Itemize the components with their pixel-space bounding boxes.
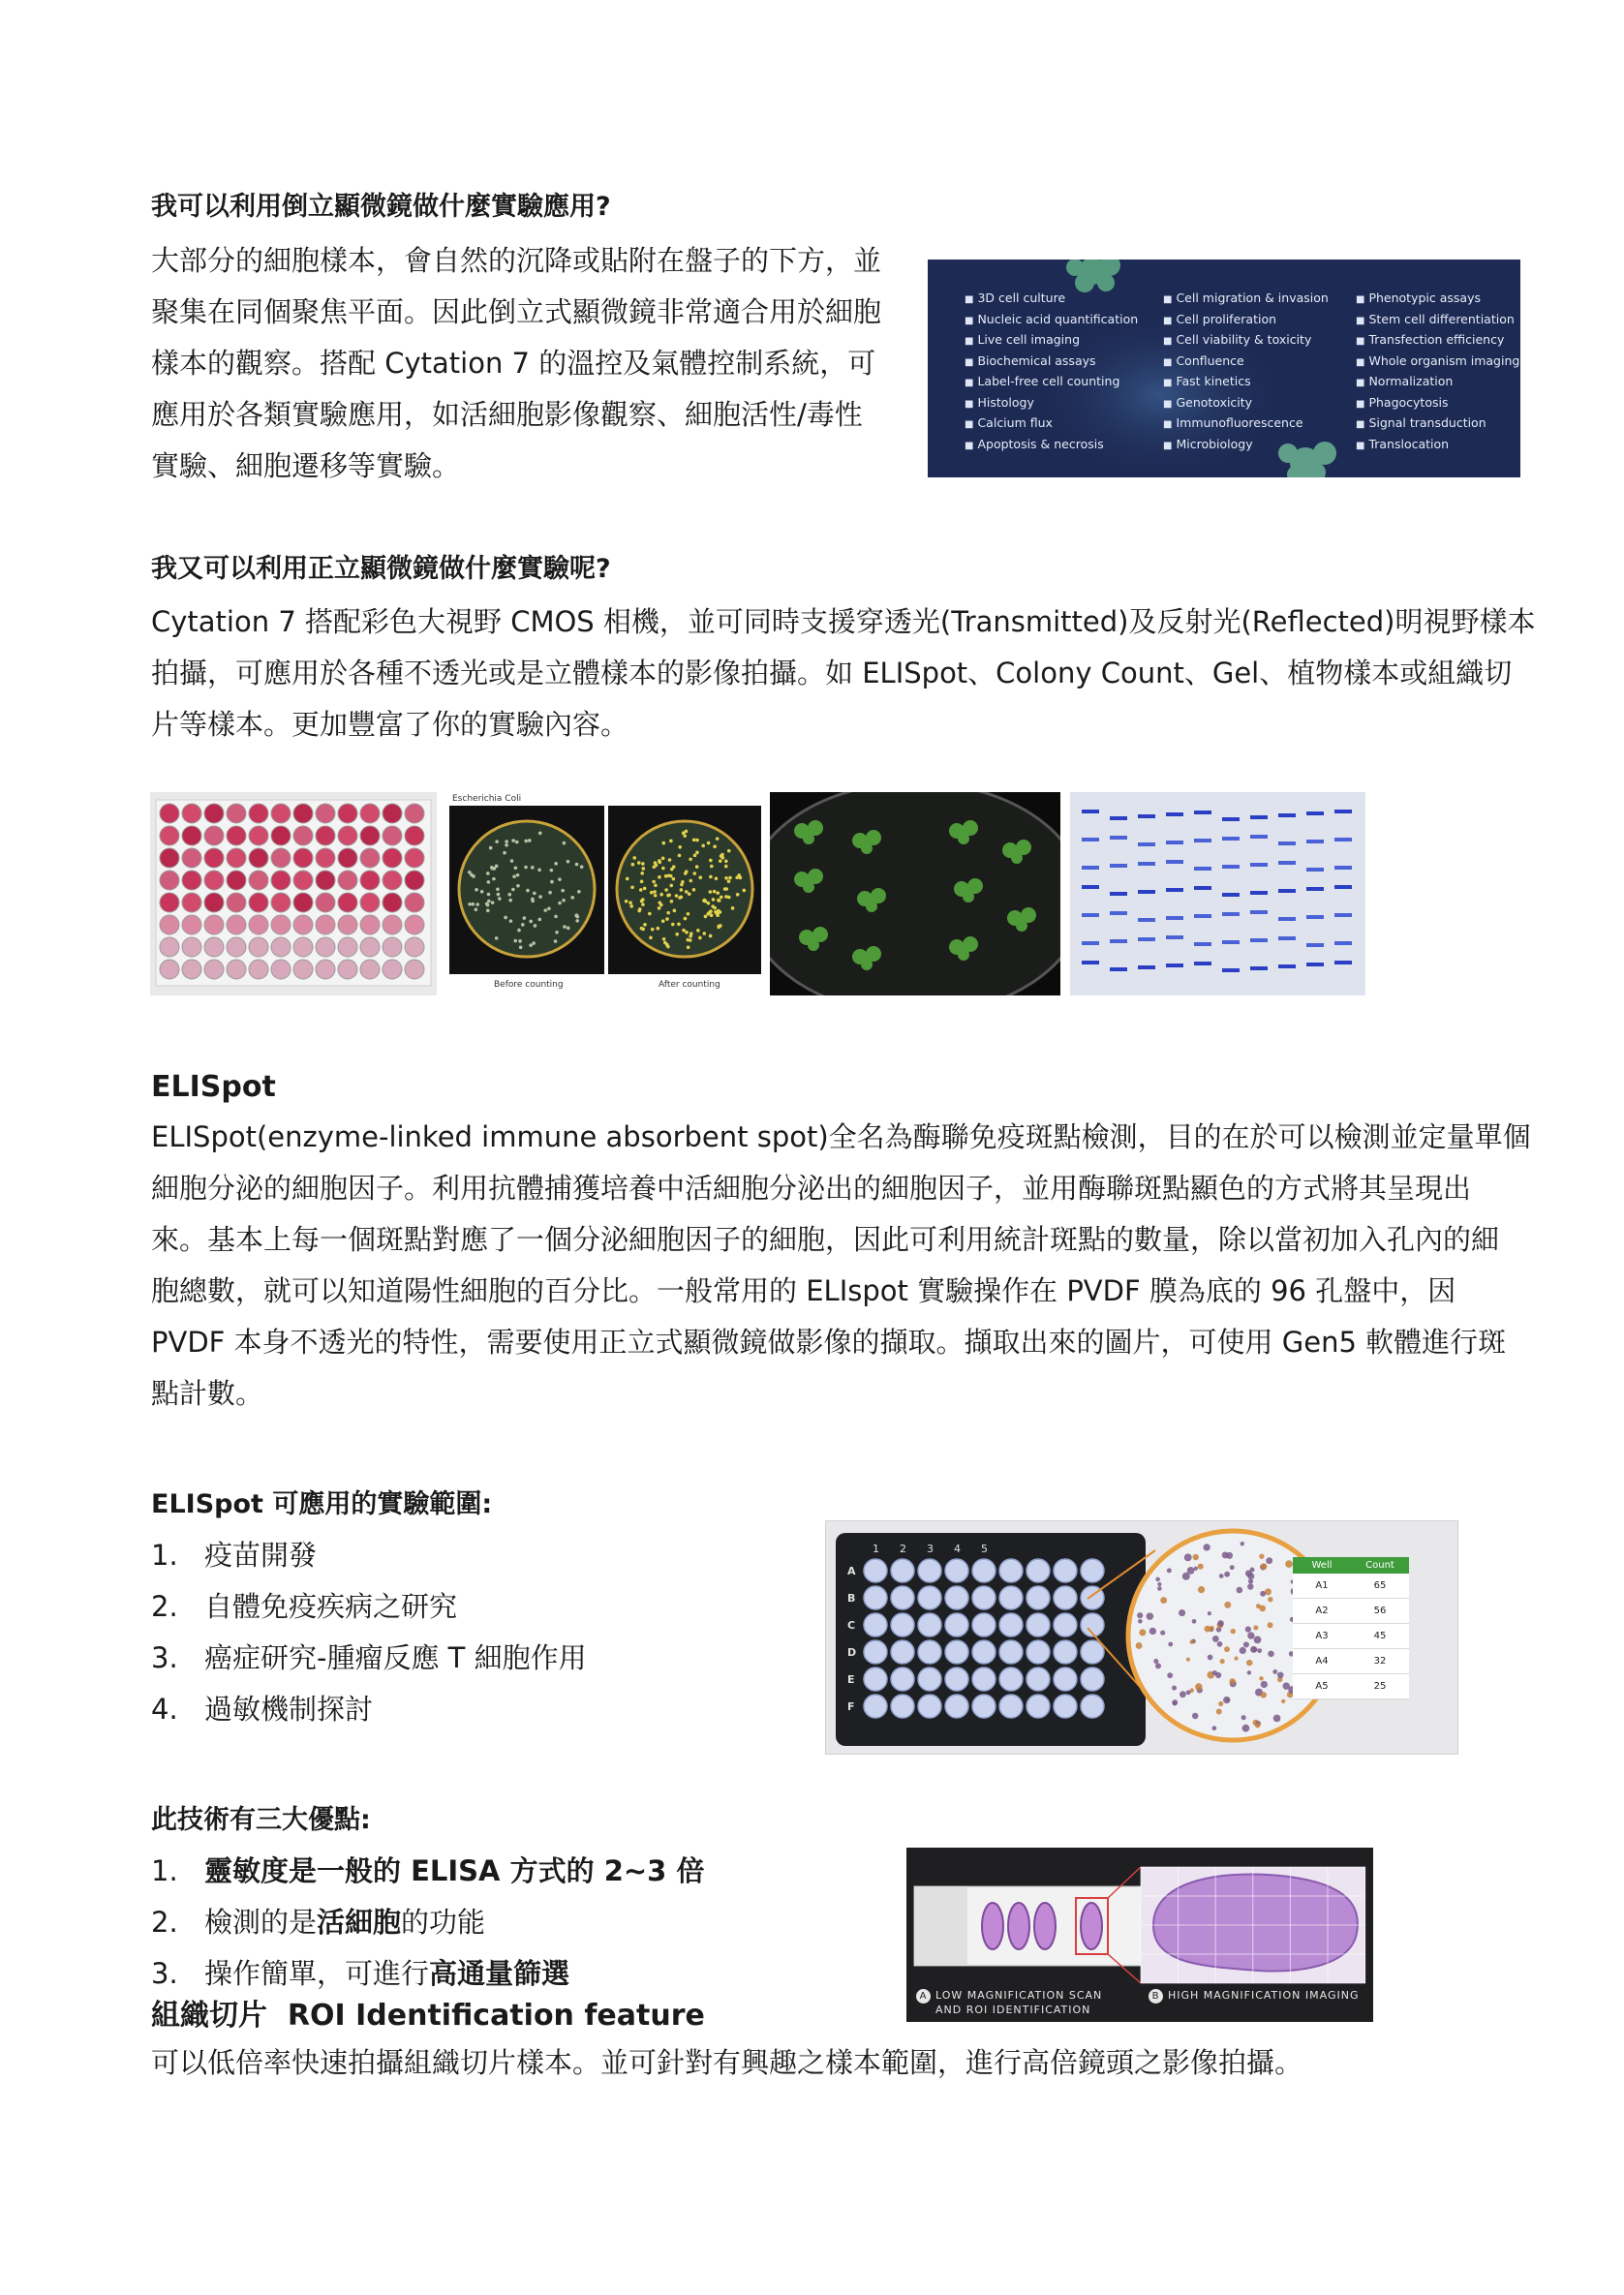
list-text: 自體免疫疾病之研究	[204, 1590, 458, 1623]
table-header: Well	[1293, 1557, 1351, 1574]
application-item: ■ Calcium flux	[965, 413, 1138, 435]
table-row	[1293, 1599, 1409, 1624]
svg-text:5: 5	[981, 1543, 988, 1555]
application-item: ■ Translocation	[1356, 435, 1519, 456]
list-item	[151, 1948, 704, 2000]
table-header: Count	[1351, 1557, 1409, 1574]
count-table	[1293, 1557, 1409, 1699]
svg-text:1: 1	[873, 1543, 879, 1555]
table-cell: A3	[1293, 1624, 1351, 1649]
section3-line: 來。基本上每一個斑點對應了一個分泌細胞因子的細胞，因此可利用統計斑點的數量，除以當初加入孔內的細	[151, 1223, 1500, 1256]
application-item: ■ Phagocytosis	[1356, 393, 1519, 414]
section1-line: 聚集在同個聚焦平面。因此倒立式顯微鏡非常適合用於細胞	[151, 295, 882, 328]
svg-text:A: A	[847, 1565, 856, 1577]
table-cell: A1	[1293, 1574, 1351, 1599]
application-item: ■ Normalization	[1356, 372, 1519, 393]
application-item: ■ Cell migration & invasion	[1163, 289, 1329, 310]
applications-panel	[928, 260, 1520, 477]
application-item: ■ Microbiology	[1163, 435, 1329, 456]
section3-line: 細胞分泌的細胞因子。利用抗體捕獲培養中活細胞分泌出的細胞因子，並用酶聯斑點顯色的方式將其呈現出	[151, 1172, 1472, 1205]
list-number: 1.	[151, 1539, 178, 1572]
application-item: ■ Confluence	[1163, 352, 1329, 373]
list-text: 檢測的是	[204, 1906, 318, 1939]
elispot-plate-image	[150, 792, 437, 995]
roi-caption-a-line2: AND ROI IDENTIFICATION	[935, 2004, 1091, 2016]
list-text: 的功能	[401, 1906, 486, 1939]
svg-text:4: 4	[954, 1543, 961, 1555]
list-text-bold: 活細胞	[317, 1906, 402, 1939]
roi-caption-b	[1149, 1989, 1359, 2004]
svg-text:B: B	[847, 1592, 856, 1605]
svg-text:F: F	[847, 1700, 855, 1713]
application-item: ■ Live cell imaging	[965, 330, 1138, 352]
application-item: ■ Label-free cell counting	[965, 372, 1138, 393]
application-item: ■ Stem cell differentiation	[1356, 310, 1519, 331]
section1-line: 大部分的細胞樣本，會自然的沉降或貼附在盤子的下方，並	[151, 244, 882, 277]
table-cell: 65	[1351, 1574, 1409, 1599]
svg-text:C: C	[847, 1619, 856, 1632]
section2-line: Cytation 7 搭配彩色大視野 CMOS 相機，並可同時支援穿透光(Transmitted)及反射光(Reflected)明視野樣本	[151, 605, 1536, 638]
step-a-icon: A	[916, 1989, 931, 2004]
list-text: 操作簡單，可進行	[204, 1957, 430, 1990]
section5-heading: 此技術有三大優點:	[151, 1805, 371, 1835]
svg-text:3: 3	[927, 1543, 934, 1555]
section3-line: 胞總數，就可以知道陽性細胞的百分比。一般常用的 ELIspot 實驗操作在 PVDF 膜為底的 96 孔盤中，因	[151, 1274, 1456, 1307]
colony-title: Escherichia Coli	[452, 794, 522, 804]
list-text: 過敏機制探討	[204, 1693, 374, 1726]
application-item: ■ Fast kinetics	[1163, 372, 1329, 393]
applications-column-1	[965, 289, 1138, 455]
list-number: 1.	[151, 1854, 178, 1887]
section3-heading: ELISpot	[151, 1070, 276, 1104]
application-item: ■ 3D cell culture	[965, 289, 1138, 310]
section1-line: 樣本的觀察。搭配 Cytation 7 的溫控及氣體控制系統，可	[151, 347, 876, 380]
list-item	[151, 1897, 704, 1948]
count-table-grid	[1293, 1557, 1409, 1699]
list-item	[151, 1846, 704, 1897]
colony-count-image	[445, 792, 765, 995]
application-item: ■ Nucleic acid quantification	[965, 310, 1138, 331]
sample-gallery	[150, 792, 1365, 995]
list-text-bold: 靈敏度是一般的 ELISA 方式的 2~3 倍	[204, 1854, 705, 1887]
section6-heading: 組織切片 ROI Identification feature	[151, 1999, 705, 2033]
roi-caption-b-line1: HIGH MAGNIFICATION IMAGING	[1168, 1989, 1360, 2002]
list-item	[151, 1530, 587, 1581]
section3-line: ELISpot(enzyme-linked immune absorbent spot)全名為酶聯免疫斑點檢測，目的在於可以檢測並定量單個	[151, 1120, 1531, 1153]
applications-column-3	[1356, 289, 1519, 455]
table-cell: 56	[1351, 1599, 1409, 1624]
section1-paragraph	[151, 235, 881, 492]
table-row	[1293, 1624, 1409, 1649]
section4-list	[151, 1530, 587, 1735]
application-item: ■ Histology	[965, 393, 1138, 414]
list-number: 4.	[151, 1693, 178, 1726]
application-item: ■ Biochemical assays	[965, 352, 1138, 373]
section2-line: 片等樣本。更加豐富了你的實驗內容。	[151, 708, 629, 741]
application-item: ■ Cell viability & toxicity	[1163, 330, 1329, 352]
section3-line: PVDF 本身不透光的特性，需要使用正立式顯微鏡做影像的擷取。擷取出來的圖片，可使用 Gen5 軟體進行斑	[151, 1326, 1507, 1359]
list-text: 疫苗開發	[204, 1539, 318, 1572]
section1-line: 實驗、細胞遷移等實驗。	[151, 449, 461, 482]
table-cell: A2	[1293, 1599, 1351, 1624]
application-item: ■ Signal transduction	[1356, 413, 1519, 435]
roi-caption-a	[916, 1989, 1102, 2016]
section5-list	[151, 1846, 704, 2000]
application-item: ■ Genotoxicity	[1163, 393, 1329, 414]
application-item: ■ Transfection efficiency	[1356, 330, 1519, 352]
application-item: ■ Cell proliferation	[1163, 310, 1329, 331]
list-number: 3.	[151, 1957, 178, 1990]
section2-heading: 我又可以利用正立顯微鏡做什麼實驗呢?	[151, 554, 611, 584]
table-cell: A5	[1293, 1674, 1351, 1699]
before-counting-label: Before counting	[494, 980, 564, 990]
table-cell: 45	[1351, 1624, 1409, 1649]
section3-line: 點計數。	[151, 1377, 264, 1410]
roi-caption-a-line1: LOW MAGNIFICATION SCAN	[935, 1989, 1103, 2002]
svg-text:E: E	[847, 1673, 855, 1686]
svg-text:2: 2	[900, 1543, 906, 1555]
list-item	[151, 1633, 587, 1684]
application-item: ■ Immunofluorescence	[1163, 413, 1329, 435]
section4-heading: ELISpot 可應用的實驗範圍:	[151, 1489, 493, 1519]
after-counting-label: After counting	[659, 980, 720, 990]
list-number: 3.	[151, 1641, 178, 1674]
table-cell: 25	[1351, 1674, 1409, 1699]
elispot-count-panel	[825, 1520, 1458, 1755]
section2-line: 拍攝，可應用於各種不透光或是立體樣本的影像拍攝。如 ELISpot、Colony Count、Gel、植物樣本或組織切	[151, 657, 1513, 689]
table-cell: A4	[1293, 1649, 1351, 1674]
section1-heading: 我可以利用倒立顯微鏡做什麼實驗應用?	[151, 192, 611, 222]
gel-image	[1070, 792, 1365, 995]
list-number: 2.	[151, 1590, 178, 1623]
list-item	[151, 1684, 587, 1735]
section6-line: 可以低倍率快速拍攝組織切片樣本。並可針對有興趣之樣本範圍，進行高倍鏡頭之影像拍攝。	[151, 2046, 1303, 2079]
table-cell: 32	[1351, 1649, 1409, 1674]
list-text: 癌症研究-腫瘤反應 T 細胞作用	[204, 1641, 587, 1674]
application-item: ■ Apoptosis & necrosis	[965, 435, 1138, 456]
section3-paragraph	[151, 1112, 1531, 1420]
applications-column-2	[1163, 289, 1329, 455]
list-number: 2.	[151, 1906, 178, 1939]
table-row	[1293, 1649, 1409, 1674]
section2-paragraph	[151, 597, 1535, 750]
table-row	[1293, 1574, 1409, 1599]
section1-line: 應用於各類實驗應用，如活細胞影像觀察、細胞活性/毒性	[151, 398, 863, 431]
svg-text:D: D	[847, 1646, 857, 1659]
application-item: ■ Phenotypic assays	[1356, 289, 1519, 310]
step-b-icon: B	[1149, 1989, 1163, 2004]
plant-sample-image	[770, 792, 1060, 995]
application-item: ■ Whole organism imaging	[1356, 352, 1519, 373]
table-row	[1293, 1674, 1409, 1699]
list-item	[151, 1581, 587, 1633]
roi-panel	[906, 1848, 1373, 2022]
list-text-bold: 高通量篩選	[429, 1957, 570, 1990]
